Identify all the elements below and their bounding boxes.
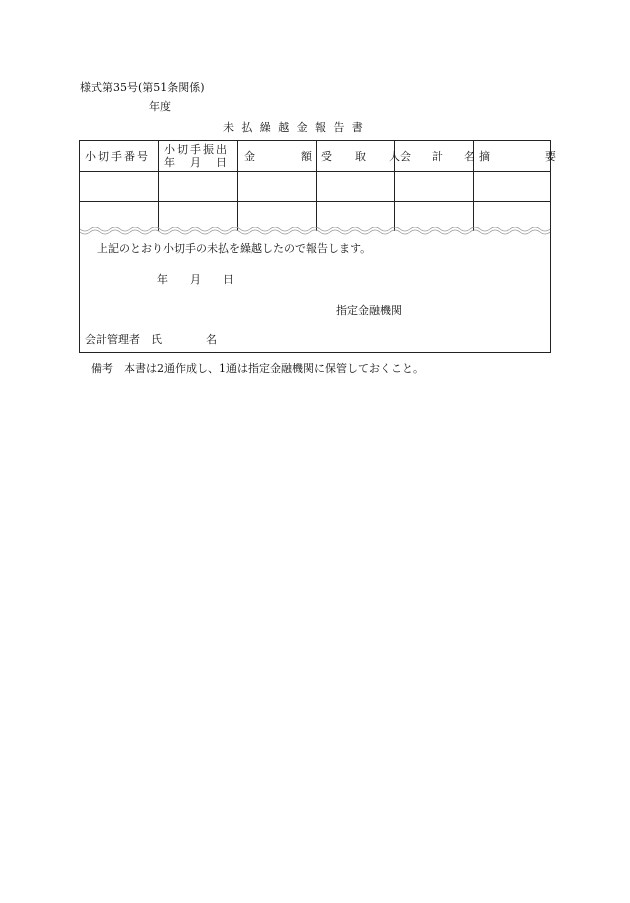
header-issue-date-ymd: 年 月 日 <box>164 156 229 169</box>
form-number: 様式第35号(第51条関係) <box>80 81 205 94</box>
document-title: 未払繰越金報告書 <box>223 121 371 134</box>
footnote: 備考 本書は2通作成し、1通は指定金融機関に保管しておくこと。 <box>91 362 424 375</box>
statement-date: 年 月 日 <box>157 273 234 286</box>
header-amount: 金 額 <box>244 150 320 163</box>
break-line <box>80 227 550 235</box>
header-payee: 受 取 人 <box>321 150 406 163</box>
designated-bank-label: 指定金融機関 <box>336 304 402 317</box>
header-remarks: 摘 要 <box>479 150 567 163</box>
statement-text: 上記のとおり小切手の未払を繰越したので報告します。 <box>97 242 372 255</box>
table-row <box>80 172 550 201</box>
header-account: 会 計 名 <box>400 150 480 163</box>
report-table <box>79 140 567 353</box>
header-issue-date: 小切手振出 <box>164 143 229 156</box>
table-row <box>80 202 550 230</box>
header-check-number: 小切手番号 <box>85 150 150 163</box>
accounting-officer-label: 会計管理者 氏 名 <box>85 333 217 346</box>
fiscal-year-label: 年度 <box>149 100 171 113</box>
